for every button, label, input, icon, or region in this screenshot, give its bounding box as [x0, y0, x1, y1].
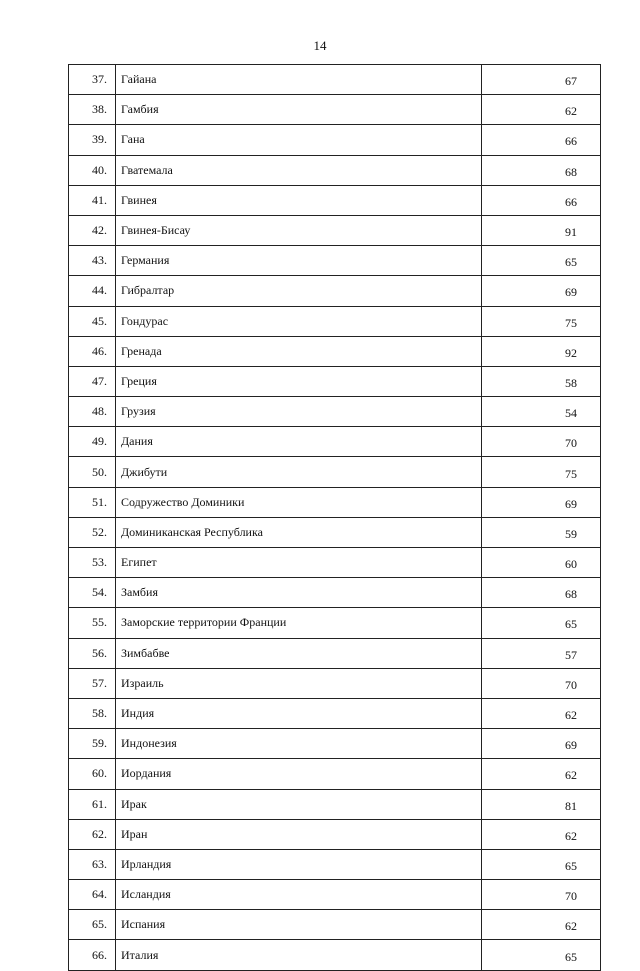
country-value: 91	[482, 215, 601, 245]
country-name: Содружество Доминики	[116, 487, 482, 517]
country-name: Гондурас	[116, 306, 482, 336]
table-row	[69, 155, 601, 185]
table-row	[69, 940, 601, 970]
row-number: 48.	[69, 397, 116, 427]
table-row	[69, 366, 601, 396]
country-value: 75	[482, 457, 601, 487]
table-row	[69, 849, 601, 879]
table-row	[69, 65, 601, 95]
row-number: 65.	[69, 910, 116, 940]
country-name: Индия	[116, 698, 482, 728]
row-number: 52.	[69, 517, 116, 547]
country-name: Гвинея-Бисау	[116, 215, 482, 245]
table-row	[69, 306, 601, 336]
table-row	[69, 910, 601, 940]
country-value: 58	[482, 366, 601, 396]
country-value: 57	[482, 638, 601, 668]
country-name: Зимбабве	[116, 638, 482, 668]
country-name: Гибралтар	[116, 276, 482, 306]
table-body	[69, 65, 601, 971]
table-row	[69, 95, 601, 125]
country-name: Грузия	[116, 397, 482, 427]
row-number: 43.	[69, 246, 116, 276]
row-number: 66.	[69, 940, 116, 970]
country-value: 65	[482, 940, 601, 970]
row-number: 53.	[69, 548, 116, 578]
country-value: 65	[482, 849, 601, 879]
country-name: Испания	[116, 910, 482, 940]
country-value: 62	[482, 759, 601, 789]
table-row	[69, 487, 601, 517]
row-number: 49.	[69, 427, 116, 457]
table-row	[69, 457, 601, 487]
country-value: 75	[482, 306, 601, 336]
country-name: Германия	[116, 246, 482, 276]
row-number: 42.	[69, 215, 116, 245]
table-row	[69, 548, 601, 578]
row-number: 62.	[69, 819, 116, 849]
country-value: 62	[482, 698, 601, 728]
table-row	[69, 397, 601, 427]
country-value: 69	[482, 276, 601, 306]
table-row	[69, 819, 601, 849]
row-number: 54.	[69, 578, 116, 608]
country-name: Индонезия	[116, 729, 482, 759]
country-name: Гана	[116, 125, 482, 155]
table-row	[69, 638, 601, 668]
table-row	[69, 759, 601, 789]
table-row	[69, 517, 601, 547]
table-row	[69, 215, 601, 245]
country-value: 60	[482, 548, 601, 578]
row-number: 50.	[69, 457, 116, 487]
country-name: Гренада	[116, 336, 482, 366]
table-row	[69, 668, 601, 698]
table-row	[69, 608, 601, 638]
country-value: 70	[482, 880, 601, 910]
country-name: Исландия	[116, 880, 482, 910]
country-value: 69	[482, 729, 601, 759]
country-name: Дания	[116, 427, 482, 457]
country-value: 68	[482, 155, 601, 185]
country-name: Ирак	[116, 789, 482, 819]
country-table	[68, 64, 601, 971]
country-value: 67	[482, 65, 601, 95]
row-number: 44.	[69, 276, 116, 306]
row-number: 39.	[69, 125, 116, 155]
country-value: 66	[482, 185, 601, 215]
table-row	[69, 789, 601, 819]
country-name: Израиль	[116, 668, 482, 698]
page-number: 14	[313, 38, 327, 53]
row-number: 64.	[69, 880, 116, 910]
row-number: 58.	[69, 698, 116, 728]
row-number: 57.	[69, 668, 116, 698]
row-number: 60.	[69, 759, 116, 789]
country-name: Гамбия	[116, 95, 482, 125]
country-value: 92	[482, 336, 601, 366]
row-number: 47.	[69, 366, 116, 396]
row-number: 40.	[69, 155, 116, 185]
row-number: 63.	[69, 849, 116, 879]
country-value: 59	[482, 517, 601, 547]
country-name: Джибути	[116, 457, 482, 487]
row-number: 56.	[69, 638, 116, 668]
country-name: Гайана	[116, 65, 482, 95]
row-number: 59.	[69, 729, 116, 759]
country-value: 68	[482, 578, 601, 608]
country-value: 65	[482, 608, 601, 638]
country-value: 54	[482, 397, 601, 427]
table-row	[69, 698, 601, 728]
table-row	[69, 729, 601, 759]
row-number: 38.	[69, 95, 116, 125]
country-name: Египет	[116, 548, 482, 578]
table-row	[69, 578, 601, 608]
country-name: Гватемала	[116, 155, 482, 185]
country-name: Италия	[116, 940, 482, 970]
country-name: Ирландия	[116, 849, 482, 879]
country-value: 81	[482, 789, 601, 819]
country-name: Иордания	[116, 759, 482, 789]
country-value: 70	[482, 668, 601, 698]
country-value: 69	[482, 487, 601, 517]
table-row	[69, 185, 601, 215]
country-name: Гвинея	[116, 185, 482, 215]
table-row	[69, 880, 601, 910]
table-row	[69, 276, 601, 306]
country-value: 70	[482, 427, 601, 457]
table-row	[69, 246, 601, 276]
country-name: Замбия	[116, 578, 482, 608]
country-name: Иран	[116, 819, 482, 849]
row-number: 45.	[69, 306, 116, 336]
table-row	[69, 427, 601, 457]
row-number: 51.	[69, 487, 116, 517]
row-number: 37.	[69, 65, 116, 95]
country-value: 66	[482, 125, 601, 155]
country-name: Заморские территории Франции	[116, 608, 482, 638]
country-name: Греция	[116, 366, 482, 396]
country-value: 62	[482, 819, 601, 849]
country-value: 62	[482, 910, 601, 940]
table-row	[69, 125, 601, 155]
country-name: Доминиканская Республика	[116, 517, 482, 547]
row-number: 41.	[69, 185, 116, 215]
row-number: 55.	[69, 608, 116, 638]
country-value: 65	[482, 246, 601, 276]
country-value: 62	[482, 95, 601, 125]
table-row	[69, 336, 601, 366]
row-number: 46.	[69, 336, 116, 366]
row-number: 61.	[69, 789, 116, 819]
